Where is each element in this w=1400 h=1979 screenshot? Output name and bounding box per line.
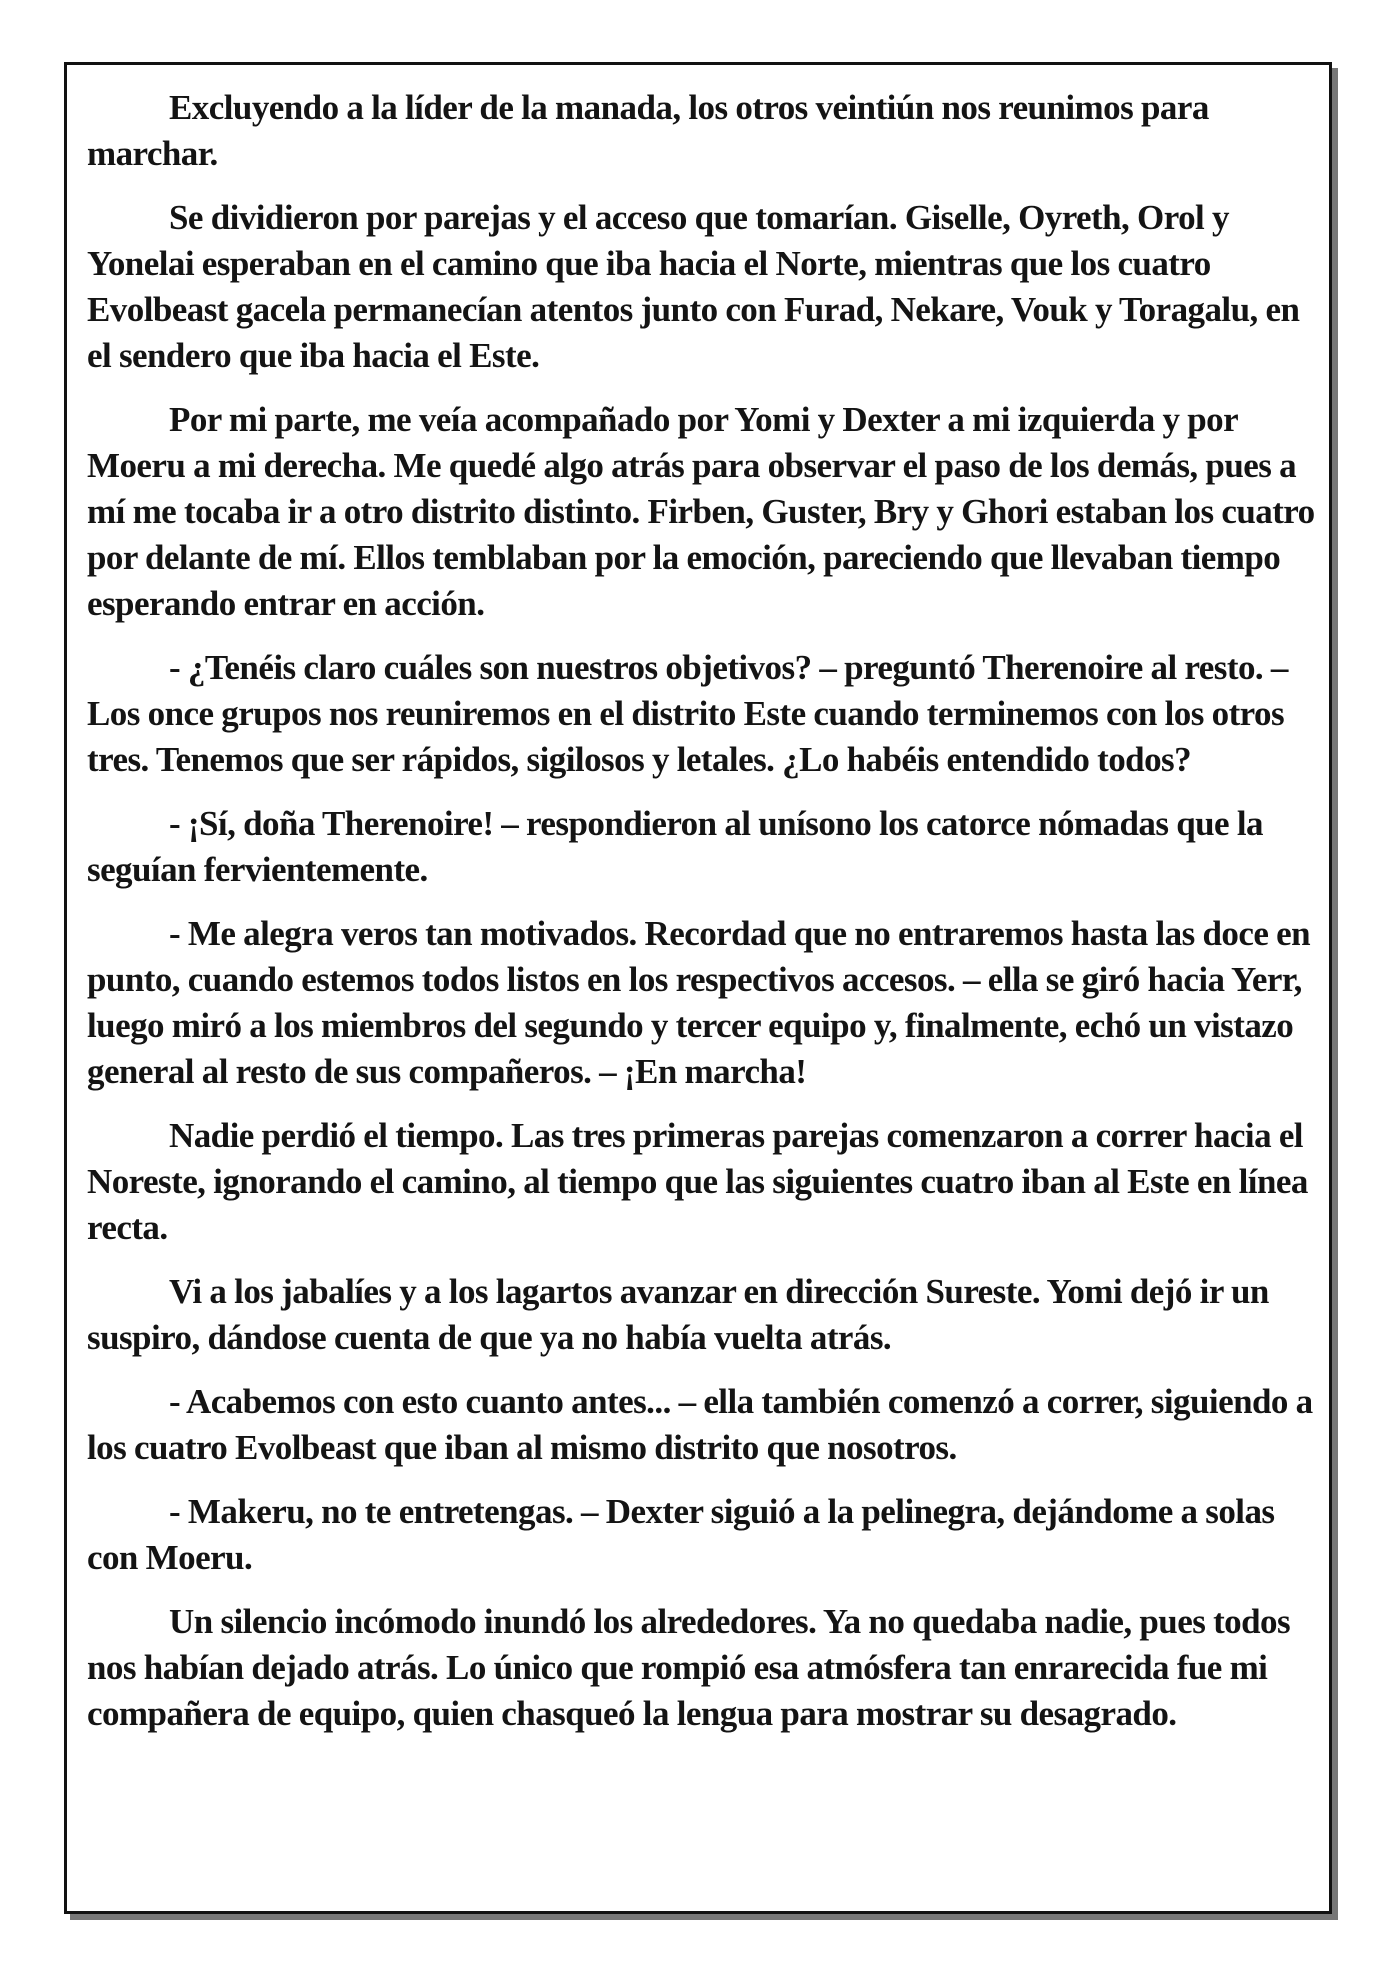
paragraph: Excluyendo a la líder de la manada, los otros veintiún nos reunimos para marchar. [87, 88, 1209, 173]
dialogue-paragraph: - ¡Sí, doña Therenoire! – respondieron al unísono los catorce nómadas que la seguían fervientemente. [87, 804, 1263, 889]
paragraph: Por mi parte, me veía acompañado por Yomi y Dexter a mi izquierda y por Moeru a mi derecha. Me quedé algo atrás para observar el paso de los demás, pues a mí me tocaba ir a otro distrito distinto. Firben, Guster, Bry y Ghori estaban los cuatro por delante de mí. Ellos temblaban por la emoción, pareciendo que llevaban tiempo esperando entrar en acción. [87, 400, 1315, 623]
paragraph: Vi a los jabalíes y a los lagartos avanzar en dirección Sureste. Yomi dejó ir un suspiro, dándose cuenta de que ya no había vuelta atrás. [87, 1272, 1269, 1357]
dialogue-paragraph: - Acabemos con esto cuanto antes... – ella también comenzó a correr, siguiendo a los cuatro Evolbeast que iban al mismo distrito que nosotros. [87, 1382, 1313, 1467]
body-text [87, 85, 1321, 1755]
dialogue-paragraph: - Makeru, no te entretengas. – Dexter siguió a la pelinegra, dejándome a solas con Moeru. [87, 1492, 1275, 1577]
page-frame [64, 62, 1332, 1914]
paragraph: Nadie perdió el tiempo. Las tres primeras parejas comenzaron a correr hacia el Noreste, ignorando el camino, al tiempo que las siguientes cuatro iban al Este en línea recta. [87, 1116, 1308, 1247]
paragraph: Un silencio incómodo inundó los alrededores. Ya no quedaba nadie, pues todos nos habían dejado atrás. Lo único que rompió esa atmósfera tan enrarecida fue mi compañera de equipo, quien chasqueó la lengua para mostrar su desagrado. [87, 1602, 1291, 1733]
paragraph: Se dividieron por parejas y el acceso que tomarían. Giselle, Oyreth, Orol y Yonelai esperaban en el camino que iba hacia el Norte, mientras que los cuatro Evolbeast gacela permanecían atentos junto con Furad, Nekare, Vouk y Toragalu, en el sendero que iba hacia el Este. [87, 198, 1300, 375]
dialogue-paragraph: - Me alegra veros tan motivados. Recordad que no entraremos hasta las doce en punto, cuando estemos todos listos en los respectivos accesos. – ella se giró hacia Yerr, luego miró a los miembros del segundo y tercer equipo y, finalmente, echó un vistazo general al resto de sus compañeros. – ¡En marcha! [87, 914, 1311, 1091]
dialogue-paragraph: - ¿Tenéis claro cuáles son nuestros objetivos? – preguntó Therenoire al resto. – Los once grupos nos reuniremos en el distrito Este cuando terminemos con los otros tres. Tenemos que ser rápidos, sigilosos y letales. ¿Lo habéis entendido todos? [87, 648, 1288, 779]
